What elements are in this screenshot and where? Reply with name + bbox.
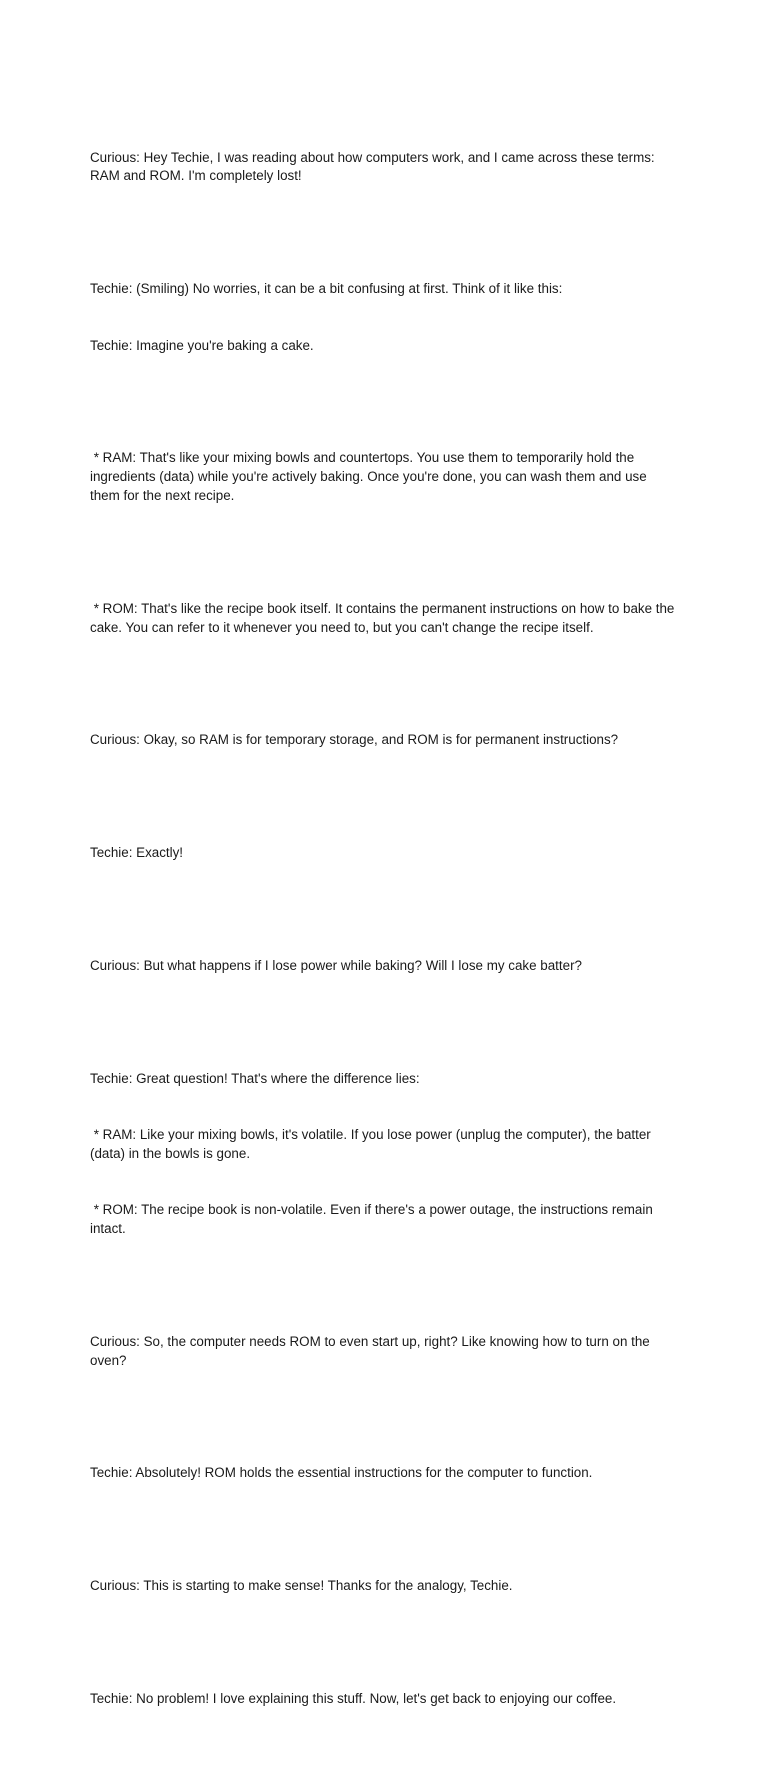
text-line: Curious: But what happens if I lose power while baking? Will I lose my cake batter? <box>90 957 582 973</box>
text-line: * ROM: The recipe book is non-volatile. Even if there's a power outage, the instructions remain intact. <box>90 1202 657 1237</box>
text-line: Techie: Absolutely! ROM holds the essential instructions for the computer to function. <box>90 1465 593 1481</box>
text-line: Curious: So, the computer needs ROM to even start up, right? Like knowing how to turn on the oven? <box>90 1333 654 1368</box>
paragraph <box>90 1295 680 1408</box>
paragraph <box>90 1427 680 1521</box>
paragraph <box>90 919 680 1013</box>
paragraph <box>90 111 680 224</box>
text-line: * RAM: Like your mixing bowls, it's volatile. If you lose power (unplug the computer), the batter (data) in the bowls is gone. <box>90 1127 655 1161</box>
text-line: Curious: Hey Techie, I was reading about how computers work, and I came across these terms: RAM and ROM. I'm completely lost! <box>90 149 659 184</box>
text-line: Techie: (Smiling) No worries, it can be a bit confusing at first. Think of it like this: <box>90 281 563 297</box>
text-line: Techie: Great question! That's where the difference lies: <box>90 1070 420 1086</box>
paragraph <box>90 694 680 788</box>
document-body <box>90 111 680 1765</box>
text-line: Techie: Imagine you're baking a cake. <box>90 337 314 353</box>
paragraph <box>90 1652 680 1746</box>
text-line: Techie: No problem! I love explaining this stuff. Now, let's get back to enjoying our coffee. <box>90 1690 617 1706</box>
text-line: Techie: Exactly! <box>90 845 184 861</box>
paragraph <box>90 412 680 544</box>
paragraph <box>90 562 680 675</box>
text-line: Curious: Okay, so RAM is for temporary storage, and ROM is for permanent instructions? <box>90 732 619 748</box>
paragraph <box>90 1032 680 1276</box>
text-line: Curious: This is starting to make sense! Thanks for the analogy, Techie. <box>90 1578 513 1594</box>
paragraph <box>90 1540 680 1634</box>
text-line: * RAM: That's like your mixing bowls and countertops. You use them to temporarily hold the ingredients (data) while you're actively baking. Once you're done, you can wash them and use them for the next recipe. <box>90 450 651 503</box>
paragraph <box>90 243 680 393</box>
text-line: * ROM: That's like the recipe book itself. It contains the permanent instructions on how to bake the cake. You can refer to it whenever you need to, but you can't change the recipe itself. <box>90 600 679 635</box>
paragraph <box>90 806 680 900</box>
